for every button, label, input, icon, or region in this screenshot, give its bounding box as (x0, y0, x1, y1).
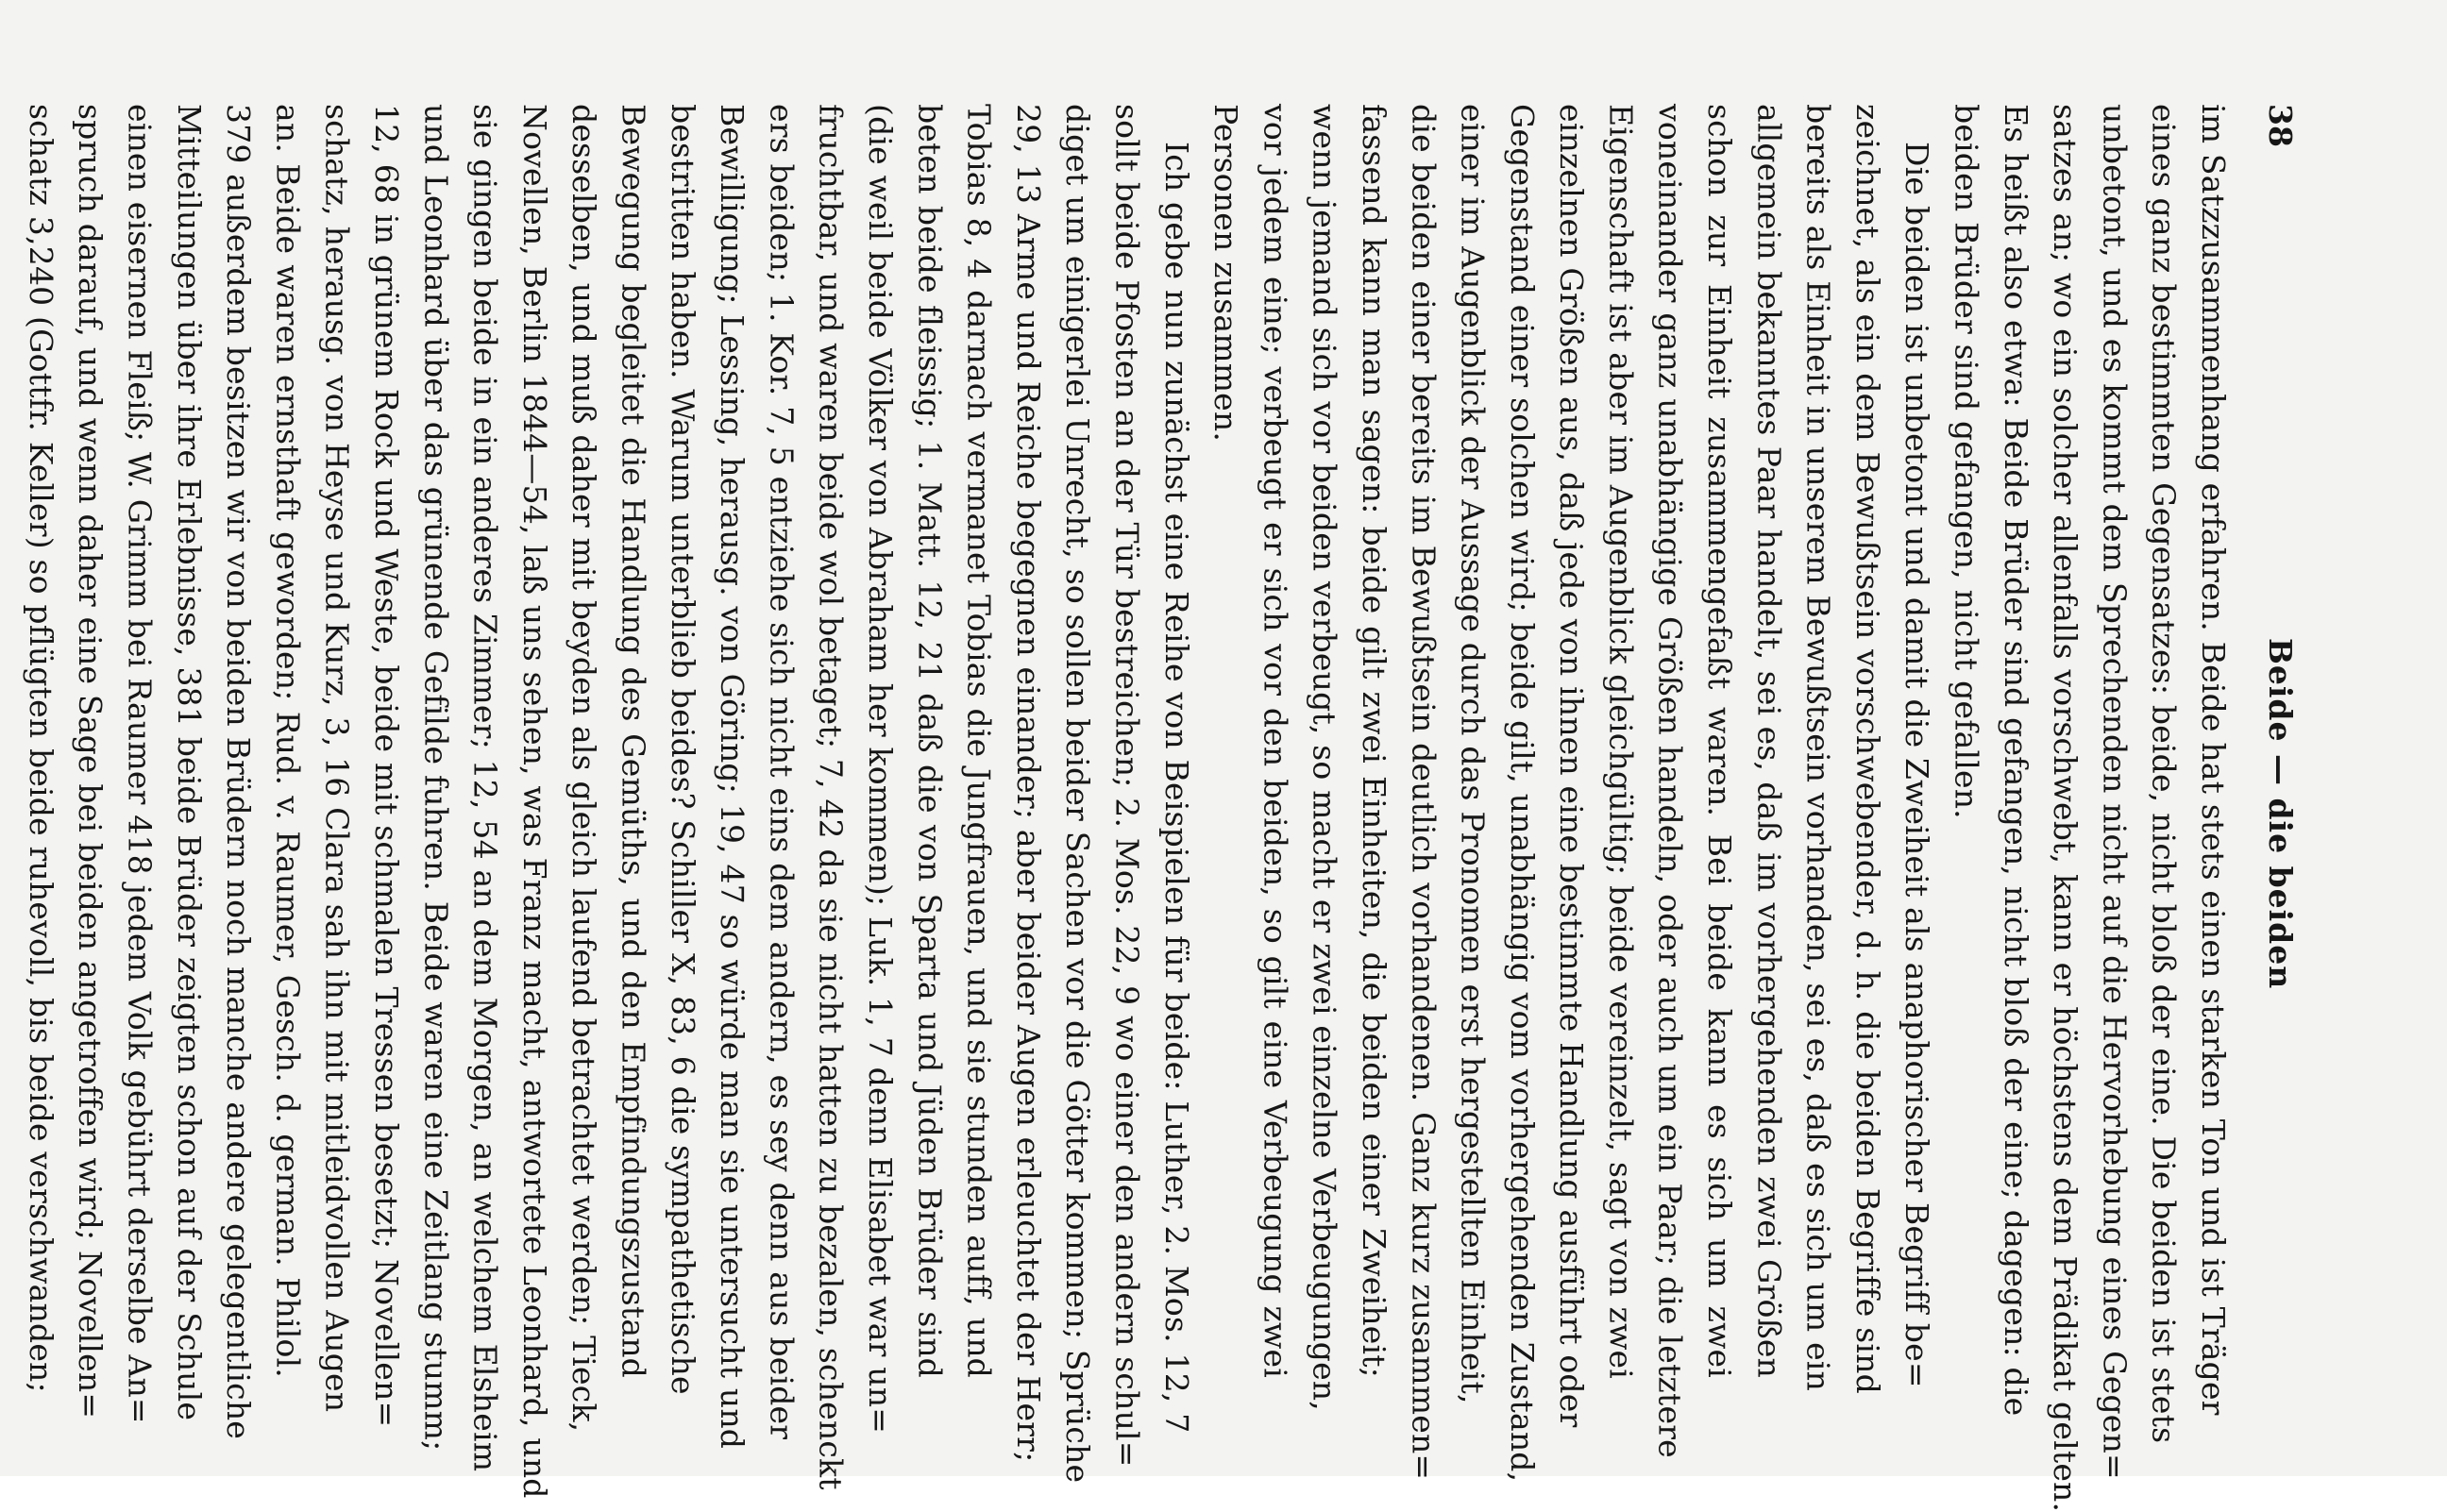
text-line: Eigenschaft ist aber im Augenblick gleichgültig; beide vereinzelt, sagt von zwei (1602, 104, 1640, 1380)
text-line: 379 außerdem besitzen wir von beiden Brüdern noch manche andere gelegentliche (220, 104, 258, 1439)
text-line: 29, 13 Arme und Reiche begegnen einander; aber beider Augen erleuchtet der Herr; (1009, 104, 1047, 1463)
text-line: und Leonhard über das grünende Gefilde fuhren. Beide waren eine Zeitlang stumm; (417, 104, 455, 1452)
rotated-text-column (22, 104, 2304, 1512)
text-line: voneinander ganz unabhängige Größen handeln, oder auch um ein Paar; die letztere (1651, 104, 1689, 1458)
text-line: ers beiden; 1. Kor. 7, 5 entziehe sich nicht eins dem andern, es sey denn aus beider (763, 104, 801, 1440)
text-line: eines ganz bestimmten Gegensatzes: beide, nicht bloß der eine. Die beiden ist stets (2145, 104, 2183, 1444)
text-line: Novellen, Berlin 1844—54, laß uns sehen, was Franz macht, antwortete Leonhard, und (515, 104, 553, 1499)
text-line: spruch darauf, und wenn daher eine Sage bei beiden angetroffen wird; Novellen= (72, 104, 110, 1420)
text-line: Die beiden ist unbetont und damit die Zweiheit als anaphorischer Begriff be= (1899, 142, 1936, 1388)
text-line: schatz, herausg. von Heyse und Kurz, 3, 16 Clara sah ihn mit mitleidvollen Augen (318, 104, 356, 1413)
text-line: wenn jemand sich vor beiden verbeugt, so macht er zwei einzelne Verbeugungen, (1306, 104, 1343, 1411)
text-line: bestritten haben. Warum unterblieb beides? Schiller X, 83, 6 die sympathetische (664, 104, 701, 1395)
text-line: allgemein bekanntes Paar handelt, sei es, daß im vorhergehenden zwei Größen (1750, 104, 1788, 1378)
page-heading: Beide — die beiden (2262, 637, 2299, 990)
text-line: satzes an; wo ein solcher allenfalls vorschwebt, kann er höchstens dem Prädikat gelten. (2047, 104, 2084, 1512)
text-line: Bewegung begleitet die Handlung des Gemüths, und den Empfindungszustand (615, 104, 652, 1378)
text-line: (die weil beide Völker von Abraham her kommen); Luk. 1, 7 denn Elisabet war un= (861, 104, 899, 1435)
text-line: Personen zusammen. (1207, 104, 1245, 443)
text-line: beiden Brüder sind gefangen, nicht gefallen. (1948, 104, 1985, 819)
text-line: zeichnet, als ein dem Bewußtsein vorschwebender, d. h. die beiden Begriffe sind (1848, 104, 1886, 1394)
text-line: sollt beide Pfosten an der Tür bestreichen; 2. Mos. 22, 9 wo einer den andern schul= (1108, 104, 1146, 1468)
page-number: 38 (2262, 104, 2299, 147)
running-head (2256, 104, 2304, 1378)
text-line: vor jedem eine; verbeugt er sich vor den beiden, so gilt eine Verbeugung zwei (1257, 104, 1294, 1378)
text-line: 12, 68 in grünem Rock und Weste, beide mit schmalen Tressen besetzt; Novellen= (368, 104, 406, 1428)
text-line: schon zur Einheit zusammengefaßt waren. Bei beide kann es sich um zwei (1701, 104, 1739, 1378)
text-line: im Satzzusammenhang erfahren. Beide hat stets einen starken Ton und ist Träger (2195, 104, 2232, 1416)
text-line: fruchtbar, und waren beide wol betaget; 7, 42 da sie nicht hatten zu bezalen, schenckt (812, 104, 850, 1490)
text-line: beten beide fleissig; 1. Matt. 12, 21 daß die von Sparta und Jüden Brüder sind (911, 104, 949, 1378)
text-line: Bewilligung; Lessing, herausg. von Göring; 19, 47 so würde man sie untersucht und (714, 104, 751, 1450)
text-line: bereits als Einheit in unserem Bewußtsein vorhanden, sei es, daß es sich um ein (1799, 104, 1837, 1392)
text-line: Ich gebe nun zunächst eine Reihe von Beispielen für beide: Luther, 2. Mos. 12, 7 (1157, 142, 1195, 1434)
text-line: Tobias 8, 4 darnach vermanet Tobias die Jungfrauen, und sie stunden auff, und (960, 104, 998, 1378)
text-line: schatz 3,240 (Gottfr. Keller) so pflügten beide ruhevoll, bis beide verschwanden; (22, 104, 59, 1393)
text-line: einer im Augenblick der Aussage durch das Pronomen erst hergestellten Einheit, (1454, 104, 1492, 1404)
text-line: Gegenstand einer solchen wird; beide gilt, unabhängig vom vorhergehenden Zustand, (1503, 104, 1541, 1483)
text-line: fassend kann man sagen: beide gilt zwei Einheiten, die beiden einer Zweiheit; (1355, 104, 1392, 1378)
text-line: an. Beide waren ernsthaft geworden; Rud. v. Raumer, Gesch. d. german. Philol. (269, 104, 307, 1378)
text-line: einzelnen Größen aus, daß jede von ihnen eine bestimmte Handlung ausführt oder (1553, 104, 1591, 1428)
text-line: diget um einigerlei Unrecht, so sollen beider Sachen vor die Götter kommen; Sprüche (1059, 104, 1097, 1484)
text-line: Mitteilungen über ihre Erlebnisse, 381 beide Brüder zeigten schon auf der Schule (170, 104, 208, 1421)
text-line: die beiden einer bereits im Bewußtsein deutlich vorhandenen. Ganz kurz zusammen= (1405, 104, 1443, 1481)
text-line: desselben, und muß daher mit beyden als gleich laufend betrachtet werden; Tieck, (565, 104, 603, 1433)
text-line: einen eisernen Fleiß; W. Grimm bei Raumer 418 jedem Volk gebührt derselbe An= (121, 104, 159, 1424)
text-line: sie gingen beide in ein anderes Zimmer; 12, 54 an dem Morgen, an welchem Elsheim (466, 104, 504, 1472)
text-line: unbetont, und es kommt dem Sprechenden nicht auf die Hervorhebung eines Gegen= (2096, 104, 2134, 1480)
text-line: Es heißt also etwa: Beide Brüder sind gefangen, nicht bloß der eine; dagegen: die (1997, 104, 2034, 1417)
